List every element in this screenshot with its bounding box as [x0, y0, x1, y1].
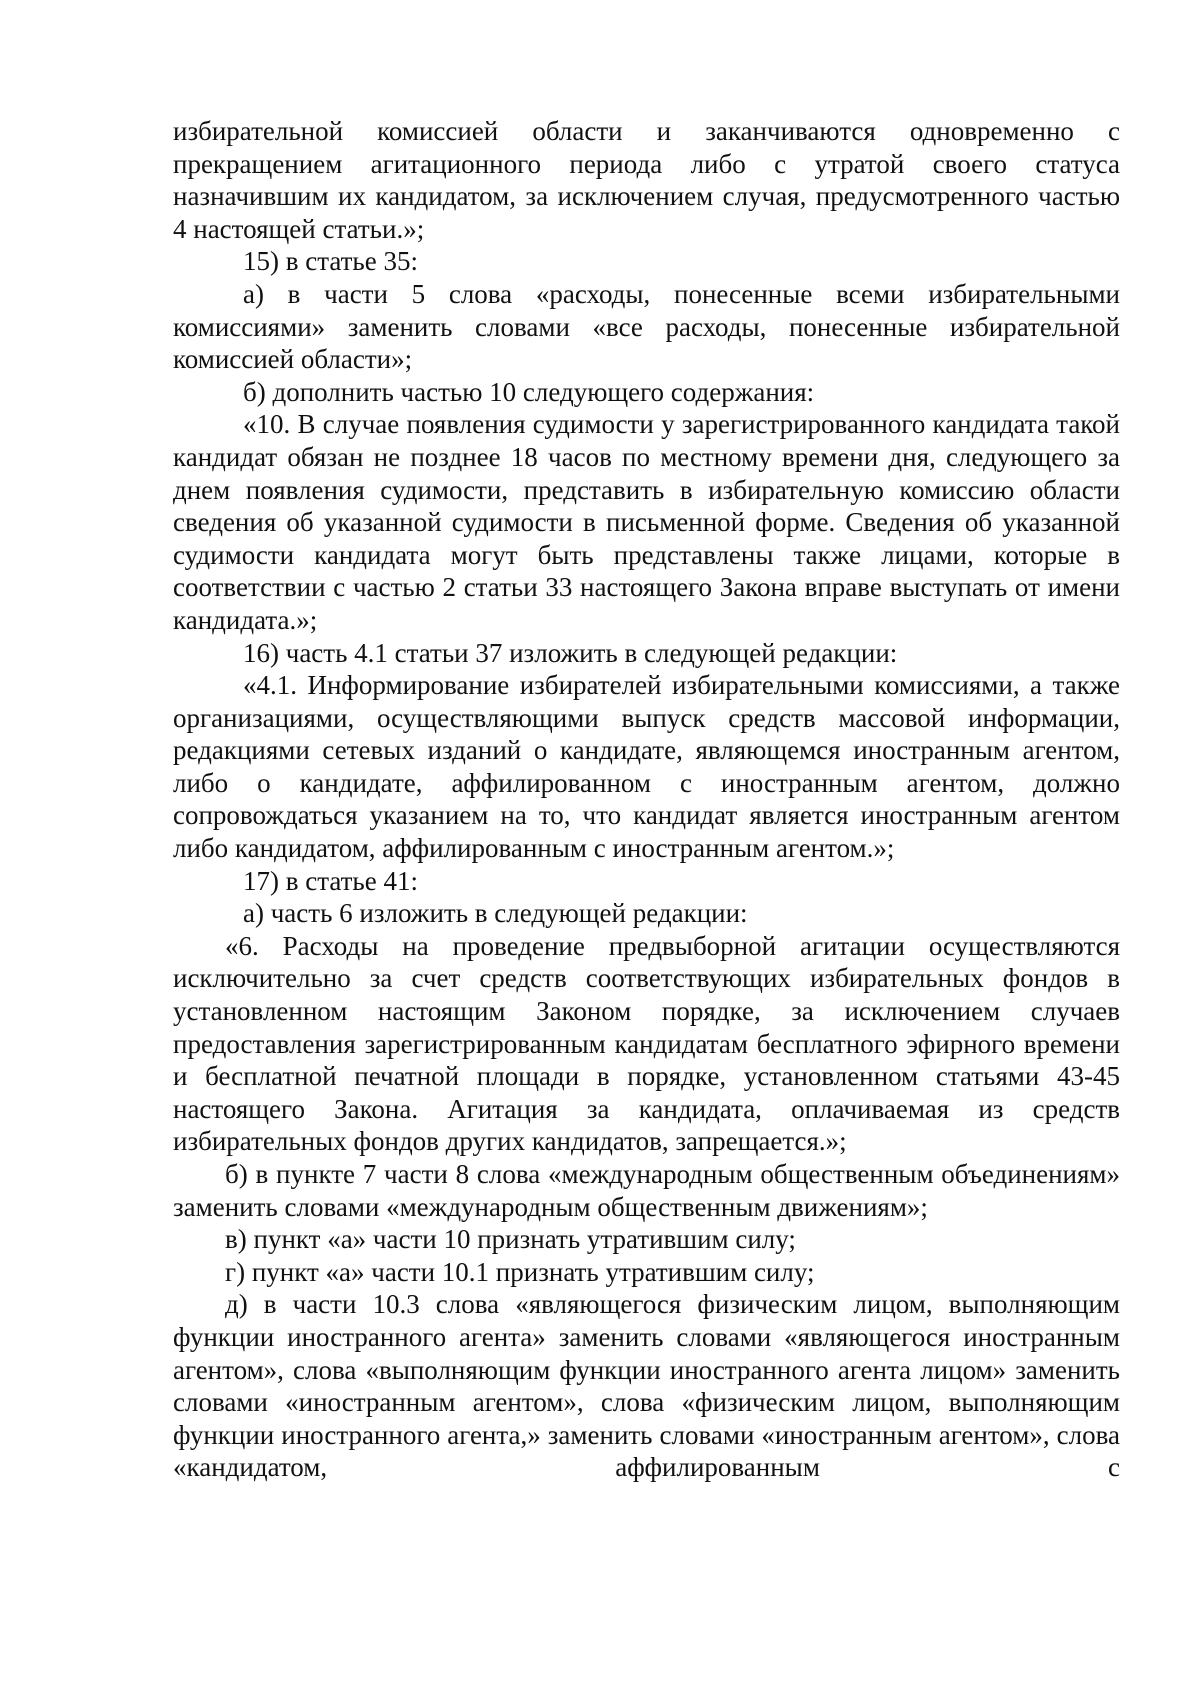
paragraph-item-17d: д) в части 10.3 слова «являющегося физическим лицом, выполняющим функции иностранного агента» заменить словами «являющегося иностранным агентом», слова «выполняющим функции иностранного агента лицом» заменить словами «иностранным агентом», слова «физическим лицом, выполняющим функции иностранного агента,» заменить словами «иностранным агентом», слова «кандидатом, аффилированным с: [173, 1289, 1120, 1483]
paragraph-part-6-text: «6. Расходы на проведение предвыборной агитации осуществляются исключительно за счет средств соответствующих избирательных фондов в установленном настоящим Законом порядке, за исключением случаев предоставления зарегистрированным кандидатам бесплатного эфирного времени и бесплатной печатной площади в порядке, установленном статьями 43-45 настоящего Закона. Агитация за кандидата, оплачиваемая из средств избирательных фондов других кандидатов, запрещается.»;: [173, 930, 1120, 1157]
paragraph-item-16: 16) часть 4.1 статьи 37 изложить в следующей редакции:: [243, 637, 898, 668]
paragraph-continuation: избирательной комиссией области и заканчиваются одновременно с прекращением агитационного периода либо с утратой своего статуса назначившим их кандидатом, за исключением случая, предусмотренного частью 4 настоящей статьи.»;: [173, 116, 1120, 244]
paragraph-item-15: 15) в статье 35:: [243, 246, 418, 277]
paragraph-item-17g: г) пункт «а» части 10.1 признать утратившим силу;: [225, 1256, 815, 1287]
paragraph-part-10-text: «10. В случае появления судимости у зарегистрированного кандидата такой кандидат обязан не позднее 18 часов по местному времени дня, следующего за днем появления судимости, представить в избирательную комиссию области сведения об указанной судимости в письменной форме. Сведения об указанной судимости кандидата могут быть представлены также лицами, которые в соответствии с частью 2 статьи 33 настоящего Закона вправе выступать от имени кандидата.»;: [173, 409, 1120, 635]
paragraph-part-4-1-text: «4.1. Информирование избирателей избирательными комиссиями, а также организациями, осуществляющими выпуск средств массовой информации, редакциями сетевых изданий о кандидате, являющемся иностранным агентом, либо о кандидате, аффилированном с иностранным агентом, должно сопровождаться указанием на то, что кандидат является иностранным агентом либо кандидатом, аффилированным с иностранным агентом.»;: [173, 670, 1120, 864]
paragraph-item-17v: в) пункт «а» части 10 признать утратившим силу;: [225, 1224, 796, 1255]
paragraph-item-17: 17) в статье 41:: [243, 865, 418, 896]
paragraph-item-15b: б) дополнить частью 10 следующего содержания:: [243, 376, 815, 407]
paragraph-item-17a: а) часть 6 изложить в следующей редакции:: [243, 898, 748, 929]
paragraph-item-15a: а) в части 5 слова «расходы, понесенные всеми избирательными комиссиями» заменить словами «все расходы, понесенные избирательной комиссией области»;: [173, 278, 1120, 375]
document-body: [173, 115, 1120, 1484]
paragraph-item-17b: б) в пункте 7 части 8 слова «международным общественным объединениям» заменить словами «международным общественным движениям»;: [173, 1159, 1120, 1222]
